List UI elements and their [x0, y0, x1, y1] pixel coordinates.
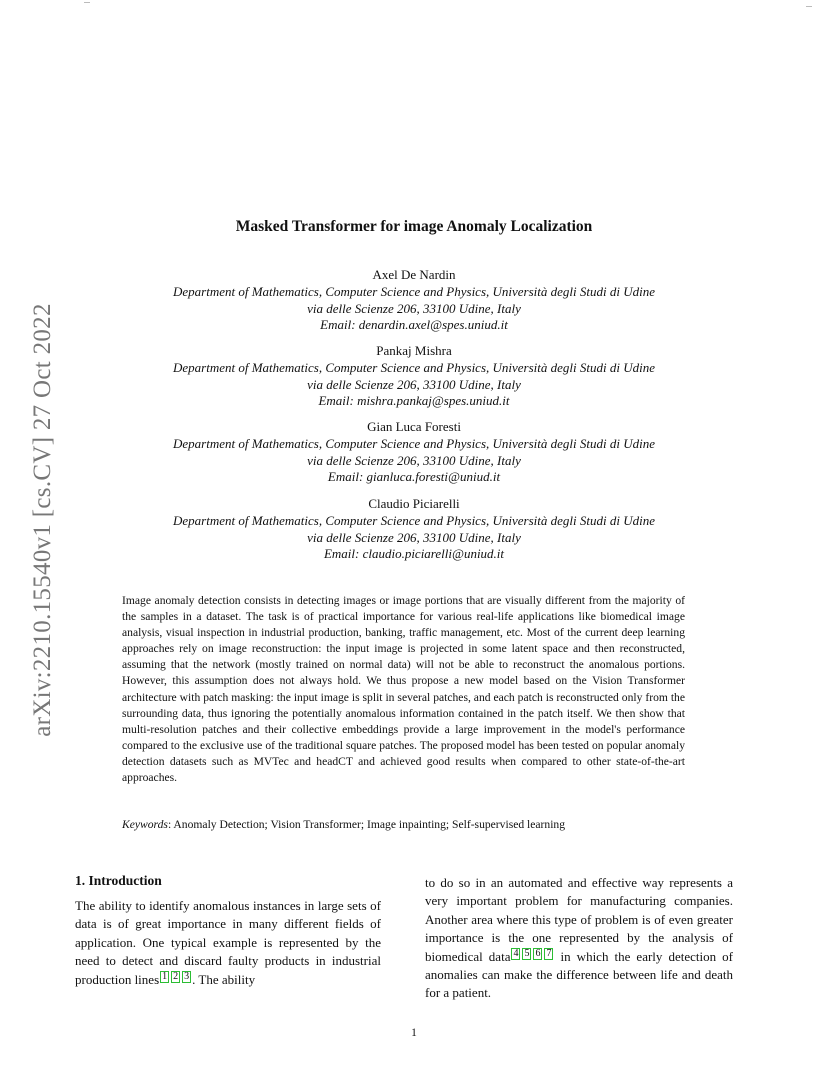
keywords	[122, 818, 702, 831]
author-address: via delle Scienze 206, 33100 Udine, Italy	[307, 300, 521, 316]
paper-title: Masked Transformer for image Anomaly Localization	[235, 218, 593, 235]
author-name: Claudio Piciarelli	[368, 496, 460, 511]
author-email: Email: claudio.piciarelli@uniud.it	[323, 546, 505, 561]
keywords-label: Keywords	[122, 818, 168, 831]
citation-link[interactable]: 5	[524, 947, 530, 959]
citation-link[interactable]: 2	[173, 970, 179, 982]
author-email: Email: denardin.axel@spes.uniud.it	[320, 317, 508, 332]
page-number: 1	[411, 1027, 417, 1039]
author-name: Axel De Nardin	[372, 267, 456, 282]
body-text: . The ability	[192, 971, 256, 987]
author-department: Department of Mathematics, Computer Science and Physics, Università degli Studi di Udine	[173, 436, 655, 451]
author-email: Email: gianluca.foresti@uniud.it	[327, 469, 501, 484]
author-department: Department of Mathematics, Computer Science and Physics, Università degli Studi di Udine	[173, 360, 655, 375]
body-text: in which the early detection of anomalies can make the difference between life and death for a patient.	[425, 948, 733, 1001]
body-text: The ability to identify anomalous instances in large sets of data is of great importance in many different fields of application. One typical example is represented by the need to detect and discard faulty products in industrial production lines	[75, 898, 381, 987]
citation-link[interactable]: 4	[513, 947, 519, 959]
author-name: Pankaj Mishra	[376, 343, 452, 358]
author-block	[0, 496, 828, 563]
author-address: via delle Scienze 206, 33100 Udine, Italy	[307, 529, 521, 545]
arxiv-identifier: arXiv:2210.15540v1 [cs.CV] 27 Oct 2022	[29, 303, 56, 737]
keywords-text: : Anomaly Detection; Vision Transformer; Image inpainting; Self-supervised learning	[167, 818, 566, 831]
body-text: to do so in an automated and effective way represents a very important problem for manufacturing companies. Another area where this type of problem is of even greater importance is the one represented by the analysis of biomedical data	[425, 875, 733, 964]
author-address: via delle Scienze 206, 33100 Udine, Italy	[307, 452, 521, 468]
citation-link[interactable]: 7	[546, 947, 552, 959]
author-department: Department of Mathematics, Computer Science and Physics, Università degli Studi di Udine	[173, 513, 655, 528]
intro-column-right	[425, 874, 733, 1003]
citation-link[interactable]: 6	[535, 947, 541, 959]
abstract: Image anomaly detection consists in detecting images or image portions that are visually different from the majority of the samples in a dataset. The task is of practical importance for various real-life applications like biomedical image analysis, visual inspection in industrial production, banking, traffic management, etc. Most of the current deep learning approaches rely on image reconstruction: the input image is projected in some latent space and then reconstructed, assuming that the network (mostly trained on normal data) will not be able to reconstruct the anomalous portions. However, this assumption does not always hold. We thus propose a new model based on the Vision Transformer architecture with patch masking: the input image is split in several patches, and each patch is reconstructed only from the surrounding data, thus ignoring the potentially anomalous information contained in the patch itself. We then show that multi-resolution patches and their collective embeddings provide a large improvement in the model's performance compared to the exclusive use of the traditional square patches. The proposed model has been tested on popular anomaly detection datasets such as MVTec and headCT and achieved good results when compared to other state-of-the-art approaches.	[122, 594, 685, 785]
author-block	[0, 343, 828, 410]
crop-mark	[84, 2, 90, 3]
crop-mark	[806, 6, 812, 7]
author-address: via delle Scienze 206, 33100 Udine, Italy	[307, 376, 521, 392]
author-block	[0, 267, 828, 334]
citation-link[interactable]: 3	[184, 970, 190, 982]
author-name: Gian Luca Foresti	[367, 419, 461, 434]
citation-link[interactable]: 1	[162, 970, 168, 982]
author-email: Email: mishra.pankaj@spes.uniud.it	[318, 393, 510, 408]
author-block	[0, 419, 828, 486]
section-heading: 1. Introduction	[75, 873, 162, 888]
author-department: Department of Mathematics, Computer Science and Physics, Università degli Studi di Udine	[173, 284, 655, 299]
intro-column-left	[75, 897, 381, 989]
